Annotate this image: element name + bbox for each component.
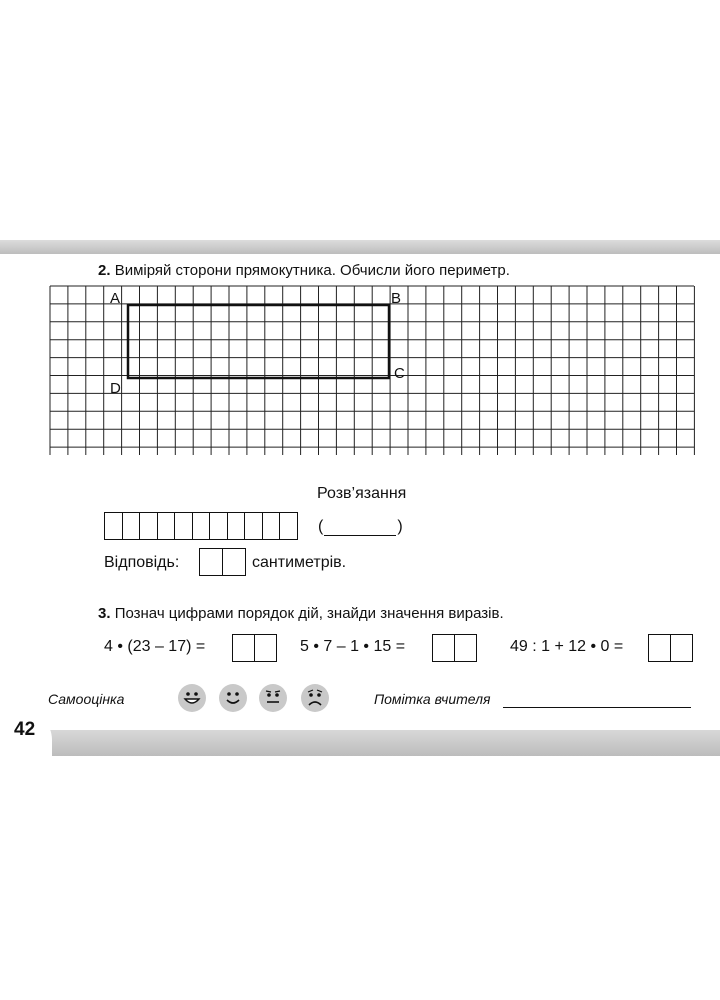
task-2-text: Виміряй сторони прямокутника. Обчисли його периметр. xyxy=(114,262,510,279)
answer-cell[interactable] xyxy=(199,548,223,576)
teacher-note-label: Помітка вчителя xyxy=(374,691,491,707)
smile-face-icon[interactable] xyxy=(218,683,248,713)
expression-2: 5 • 7 – 1 • 15 = xyxy=(300,638,406,655)
point-c-label: C xyxy=(394,365,405,382)
answer-cells[interactable] xyxy=(199,548,244,576)
solution-cell[interactable] xyxy=(244,512,263,540)
graph-paper-grid xyxy=(0,0,720,470)
answer-cell[interactable] xyxy=(254,634,277,662)
paren-open: ( xyxy=(318,518,324,535)
expression-3: 49 : 1 + 12 • 0 = xyxy=(510,638,624,655)
sad-face-icon[interactable] xyxy=(300,683,330,713)
solution-cell[interactable] xyxy=(279,512,298,540)
solution-cell[interactable] xyxy=(192,512,211,540)
unit-blank[interactable] xyxy=(324,521,396,536)
solution-cell[interactable] xyxy=(209,512,228,540)
solution-cell[interactable] xyxy=(174,512,193,540)
solution-cell[interactable] xyxy=(157,512,176,540)
answer-cell[interactable] xyxy=(232,634,255,662)
neutral-face-icon[interactable] xyxy=(258,683,288,713)
answer-cell[interactable] xyxy=(670,634,693,662)
answer-cell[interactable] xyxy=(454,634,477,662)
answer-unit: сантиметрів. xyxy=(252,554,347,571)
self-assessment-label: Самооцінка xyxy=(48,691,125,707)
rectangle-abcd xyxy=(128,305,389,378)
teacher-note-line[interactable] xyxy=(503,707,691,708)
solution-cell[interactable] xyxy=(139,512,158,540)
point-b-label: B xyxy=(391,290,402,307)
expression-3-answer[interactable] xyxy=(648,634,691,662)
answer-cell[interactable] xyxy=(432,634,455,662)
expression-1: 4 • (23 – 17) = xyxy=(104,638,206,655)
expression-1-answer[interactable] xyxy=(232,634,275,662)
task-3-text: Познач цифрами порядок дій, знайди значення виразів. xyxy=(114,605,504,622)
point-d-label: D xyxy=(110,380,121,397)
solution-cell[interactable] xyxy=(262,512,281,540)
solution-cell[interactable] xyxy=(122,512,141,540)
answer-cell[interactable] xyxy=(648,634,671,662)
solution-cell[interactable] xyxy=(227,512,246,540)
solution-cell[interactable] xyxy=(104,512,123,540)
solution-cells[interactable] xyxy=(104,512,297,540)
unit-blank-group xyxy=(318,518,403,536)
answer-label: Відповідь: xyxy=(104,554,180,571)
solution-heading: Розв’язання xyxy=(317,485,407,502)
bottom-grey-band xyxy=(0,730,720,756)
task-2-number: 2. xyxy=(98,262,111,279)
page-number: 42 xyxy=(14,719,36,740)
task-3-title xyxy=(98,605,504,622)
task-3-number: 3. xyxy=(98,605,111,622)
big-smile-face-icon[interactable] xyxy=(177,683,207,713)
expression-2-answer[interactable] xyxy=(432,634,475,662)
answer-cell[interactable] xyxy=(222,548,246,576)
point-a-label: A xyxy=(110,290,121,307)
paren-close: ) xyxy=(397,518,403,535)
